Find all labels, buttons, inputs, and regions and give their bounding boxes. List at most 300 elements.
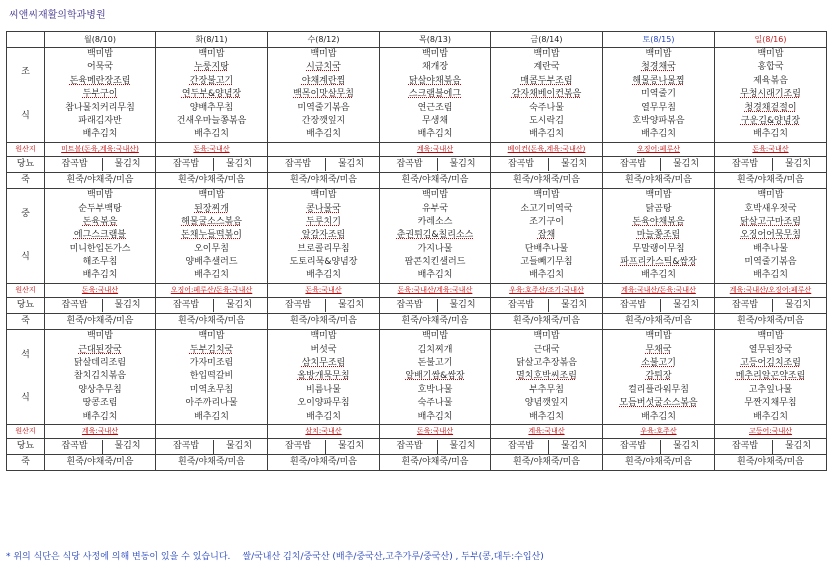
menu-item: 숙주나물 [529,102,564,113]
diabetic-cell [380,298,491,314]
menu-item: 양배추샐러드 [185,257,238,268]
menu-item: 열무무침 [641,102,676,113]
menu-item: 미역초무침 [189,384,234,395]
diabetic-cell [45,157,156,173]
menu-cell [380,330,491,425]
diabetic-rice: 잡곡밥 [48,440,103,453]
porridge-cell: 흰죽/야채죽/미음 [45,314,156,330]
menu-item: 카레소스 [417,216,453,227]
origin-cell: 돈육:국내산 [45,283,156,297]
menu-item: 오이무침 [194,243,229,254]
diabetic-cell [380,157,491,173]
day-header: 수(8/12) [268,32,380,48]
menu-item: 배추김치 [753,411,788,422]
day-header: 화(8/11) [156,32,268,48]
menu-item: 두부구이 [82,89,118,100]
origin-cell: 삼치:국내산 [268,425,380,439]
menu-item: 알배기쌈&쌈장 [405,371,465,382]
breakfast-row [7,48,827,143]
diabetic-cell [268,298,380,314]
origin-cell: 돈육:국내산 [268,283,380,297]
menu-item: 배추김치 [194,411,229,422]
menu-item: 백미밥 [310,49,337,59]
porridge-cell: 흰죽/야채죽/미음 [715,173,827,189]
menu-item: 참나물치커리무침 [65,102,135,113]
diabetic-cell [603,157,715,173]
porridge-cell: 흰죽/야채죽/미음 [715,314,827,330]
menu-item: 소불고기 [641,358,676,369]
diabetic-rice: 잡곡밥 [718,299,773,312]
diabetic-kimchi: 물김치 [337,441,365,452]
diabetic-rice: 잡곡밥 [48,158,103,171]
menu-item: 에그스크램블 [73,230,127,241]
menu-item: 청경채겉절이 [744,102,797,113]
menu-item: 돈육야채볶음 [632,216,685,227]
menu-item: 도시락김 [529,115,564,126]
menu-item: 파래김자반 [78,115,122,126]
diabetic-kimchi: 물김치 [225,158,253,169]
menu-item: 참치김치볶음 [73,371,127,382]
diabetic-kimchi: 물김치 [784,441,812,452]
menu-item: 양념깻잎지 [524,398,569,409]
meal-label-char: 식 [21,110,30,121]
porridge-cell: 흰죽/야채죽/미음 [715,455,827,471]
menu-item: 배추김치 [194,270,229,281]
diabetic-cell [156,439,268,455]
footnote [6,549,544,562]
porridge-cell: 흰죽/야채죽/미음 [603,314,715,330]
origin-cell [156,425,268,439]
menu-item: 백미밥 [310,190,337,201]
menu-item: 시금치국 [306,62,341,73]
menu-item: 감자채베이컨볶음 [511,89,582,100]
menu-item: 백미밥 [645,331,672,342]
menu-item: 닭살야채볶음 [408,75,462,86]
menu-item: 두루치기 [306,216,341,227]
diabetic-kimchi: 물김치 [784,300,812,311]
menu-cell [45,330,156,425]
menu-item: 콩나물국 [306,203,341,214]
menu-item: 백미밥 [86,331,114,342]
menu-item: 파프리카스틱&쌈장 [620,257,697,268]
menu-item: 오징어어묵무침 [740,230,801,241]
menu-cell [715,189,827,284]
porridge-cell: 흰죽/야채죽/미음 [268,455,380,471]
menu-item: 팝콘치킨샐러드 [404,257,466,268]
meal-label-char: 조 [21,67,30,78]
origin-label: 원산지 [7,283,45,297]
diabetic-rice: 잡곡밥 [48,299,103,312]
day-header: 토(8/15) [603,32,715,48]
menu-item: 돈육메란장조림 [69,75,131,86]
menu-cell [156,48,268,143]
menu-item: 백미밥 [533,331,560,342]
menu-item: 가자미조림 [189,358,234,369]
diabetic-rice: 잡곡밥 [271,158,326,171]
diabetic-kimchi: 물김치 [449,300,476,311]
menu-item: 컬리플라워무침 [628,384,689,395]
porridge-cell: 흰죽/야채죽/미음 [380,314,491,330]
menu-item: 호박나물 [417,384,453,395]
menu-item: 알감자조림 [301,230,346,241]
menu-item: 무짠지채무침 [744,398,797,409]
menu-cell [268,189,380,284]
menu-cell [380,48,491,143]
menu-cell [491,48,603,143]
porridge-cell: 흰죽/야채죽/미음 [380,455,491,471]
menu-cell [268,330,380,425]
diabetic-cell [603,298,715,314]
porridge-cell: 흰죽/야채죽/미음 [268,173,380,189]
menu-item: 백미밥 [421,331,449,342]
menu-item: 미니한입돈가스 [69,243,131,254]
porridge-cell: 흰죽/야채죽/미음 [156,314,268,330]
day-header: 목(8/13) [380,32,491,48]
porridge-cell: 흰죽/야채죽/미음 [45,455,156,471]
menu-cell [45,189,156,284]
menu-cell [715,48,827,143]
menu-item: 백미밥 [757,49,784,59]
menu-cell [380,189,491,284]
footnote-origin: 쌀/국내산 김치/중국산 (배추/중국산,고추가루/중국산) , 두부(콩,대두:수입산) [242,552,544,562]
menu-item: 한입떡갈비 [189,371,234,382]
diabetic-label: 당뇨 [7,439,45,455]
day-header-row [7,32,827,48]
menu-item: 미역줄기볶음 [297,102,350,113]
diabetic-cell [45,298,156,314]
menu-item: 두부김치국 [189,344,234,355]
origin-cell: 계육:국내산 [45,425,156,439]
diabetic-rice: 잡곡밥 [159,299,214,312]
diabetic-cell [491,157,603,173]
lunch-label [7,189,45,284]
origin-cell: 베이컨(돈육,계육:국내산) [491,142,603,156]
diabetic-kimchi: 물김치 [225,300,253,311]
menu-item: 감튀장 [645,371,672,382]
menu-cell [45,48,156,143]
menu-cell [268,48,380,143]
diabetic-cell [45,439,156,455]
menu-item: 된장찌개 [194,203,229,214]
menu-item: 백미밥 [757,190,784,201]
lunch-porridge-row [7,314,827,330]
diabetic-rice: 잡곡밥 [718,158,773,171]
diabetic-kimchi: 물김치 [449,158,476,169]
menu-item: 미역줄기 [641,89,676,100]
dinner-origin-row [7,425,827,439]
menu-item: 배추김치 [529,129,564,140]
menu-item: 땅콩조림 [82,398,118,409]
origin-cell: 우육:호주산/조기:국내산 [491,283,603,297]
menu-item: 해물콩나물찜 [632,75,685,86]
menu-item: 배추김치 [82,270,118,281]
weekly-menu-table [6,31,827,471]
diabetic-rice: 잡곡밥 [718,440,773,453]
menu-item: 배추김치 [306,129,341,140]
meal-label-char: 식 [21,252,30,262]
menu-item: 오이양파무침 [297,398,350,409]
menu-cell [603,330,715,425]
menu-cell [603,48,715,143]
menu-item: 백미밥 [645,49,672,59]
porridge-label: 죽 [7,455,45,471]
menu-item: 호박새우젓국 [744,203,797,214]
origin-cell: 우육:호주산 [603,425,715,439]
menu-item: 양상추무침 [78,384,122,395]
menu-item: 숙주나물 [417,398,453,409]
menu-item: 구운김&양념장 [740,115,801,126]
menu-item: 무말랭이무침 [632,243,685,254]
menu-cell [603,189,715,284]
diabetic-cell [715,439,827,455]
diabetic-rice: 잡곡밥 [383,158,438,171]
diabetic-cell [491,298,603,314]
menu-item: 백미밥 [533,190,560,201]
origin-cell: 계육:국내산/돈육:국내산 [603,283,715,297]
menu-item: 닭살고구마조림 [740,216,801,227]
menu-item: 백미밥 [86,190,114,201]
diabetic-rice: 잡곡밥 [494,440,549,453]
menu-item: 돈채누들떡볶이 [181,230,242,241]
menu-item: 백목이맛살무침 [293,89,354,100]
menu-item: 백미밥 [198,190,225,201]
breakfast-origin-row [7,142,827,156]
porridge-cell: 흰죽/야채죽/미음 [156,455,268,471]
menu-item: 배추김치 [753,129,788,140]
label-spacer [7,362,44,392]
menu-item: 올방개묵무침 [297,371,350,382]
origin-cell: 미트볼(돈육,계육:국내산) [45,142,156,156]
porridge-cell: 흰죽/야채죽/미음 [268,314,380,330]
menu-item: 해조무침 [82,257,118,268]
label-spacer [7,80,44,110]
menu-item: 배추김치 [306,270,341,281]
menu-cell [715,330,827,425]
diabetic-rice: 잡곡밥 [383,440,438,453]
diabetic-kimchi: 물김치 [560,441,588,452]
menu-item: 순두부백탕 [78,203,122,214]
diabetic-rice: 잡곡밥 [606,440,661,453]
day-header: 월(8/10) [45,32,156,48]
diabetic-cell [380,439,491,455]
menu-item: 돈육볶음 [82,216,118,227]
origin-label: 원산지 [7,425,45,439]
origin-cell: 계육:국내산 [491,425,603,439]
menu-item: 아주까리나물 [185,398,238,409]
menu-item: 근대국 [533,344,560,355]
menu-item: 김치찌개 [417,344,453,355]
porridge-cell: 흰죽/야채죽/미음 [156,173,268,189]
porridge-cell: 흰죽/야채죽/미음 [491,455,603,471]
diabetic-kimchi: 물김치 [449,441,476,452]
menu-item: 배추김치 [753,270,788,281]
menu-item: 해물굴소스볶음 [181,216,242,227]
day-header: 금(8/14) [491,32,603,48]
menu-item: 배추김치 [194,129,229,140]
diabetic-kimchi: 물김치 [672,441,700,452]
menu-item: 도토리묵&양념장 [289,257,358,268]
menu-item: 부추무침 [529,384,564,395]
menu-item: 멸치호박씨조림 [516,371,577,382]
origin-cell: 돈육:국내산/계육:국내산 [380,283,491,297]
menu-item: 배추김치 [529,411,564,422]
dinner-porridge-row [7,455,827,471]
diabetic-kimchi: 물김치 [114,300,141,311]
menu-item: 돈불고기 [417,358,453,369]
diabetic-kimchi: 물김치 [672,300,700,311]
menu-item: 제육볶음 [753,75,788,86]
diabetic-cell [268,157,380,173]
menu-item: 야채계란찜 [301,75,346,86]
menu-item: 무채국 [645,344,672,355]
menu-item: 양배추무침 [189,102,234,113]
porridge-cell: 흰죽/야채죽/미음 [603,455,715,471]
meal-label-char: 중 [21,208,30,219]
dinner-diabetic-row [7,439,827,455]
menu-item: 잡채 [537,230,556,241]
hospital-title: 씨앤씨재활의학과병원 [9,10,106,21]
menu-item: 근대된장국 [78,344,122,355]
origin-label: 원산지 [7,142,45,156]
porridge-label: 죽 [7,314,45,330]
corner-cell [7,32,45,48]
menu-item: 간장불고기 [189,75,234,86]
diabetic-cell [268,439,380,455]
menu-item: 버섯국 [310,344,337,355]
origin-cell: 고등어:국내산 [715,425,827,439]
dinner-row [7,330,827,425]
menu-item: 닭살데리조림 [73,358,127,369]
menu-cell [491,189,603,284]
diabetic-rice: 잡곡밥 [159,440,214,453]
menu-item: 홍합국 [757,62,784,73]
menu-item: 백미밥 [757,331,784,342]
porridge-cell: 흰죽/야채죽/미음 [491,173,603,189]
menu-item: 배추김치 [306,411,341,422]
menu-item: 메추리알곤약조림 [735,371,806,382]
menu-item: 배추김치 [417,129,453,140]
breakfast-porridge-row [7,173,827,189]
menu-item: 고들빼기무침 [520,257,573,268]
diabetic-rice: 잡곡밥 [159,158,214,171]
day-header: 일(8/16) [715,32,827,48]
diabetic-cell [715,157,827,173]
menu-item: 계란국 [533,62,560,73]
menu-item: 스크램블에그 [408,89,462,100]
menu-item: 배추김치 [82,129,118,140]
diabetic-rice: 잡곡밥 [606,158,661,171]
diabetic-kimchi: 물김치 [114,441,141,452]
menu-item: 연두부&양념장 [181,89,242,100]
menu-item: 백미밥 [421,49,449,59]
menu-item: 배추김치 [641,411,676,422]
diabetic-label: 당뇨 [7,157,45,173]
menu-cell [156,189,268,284]
menu-item: 배추나물 [753,243,788,254]
porridge-label: 죽 [7,173,45,189]
origin-cell: 오징어:페루산 [603,142,715,156]
menu-item: 백미밥 [645,190,672,201]
menu-item: 단배추나물 [524,243,569,254]
menu-item: 매콤두부조림 [520,75,573,86]
diabetic-rice: 잡곡밥 [383,299,438,312]
diabetic-kimchi: 물김치 [672,158,700,169]
menu-item: 백미밥 [86,49,114,59]
menu-item: 무생채 [421,115,449,126]
menu-item: 백미밥 [421,190,449,201]
menu-cell [491,330,603,425]
menu-item: 마늘쫑조림 [636,230,681,241]
origin-cell: 오징어:페루산/돈육:국내산 [156,283,268,297]
diabetic-cell [603,439,715,455]
menu-item: 배추김치 [417,270,453,281]
breakfast-label [7,48,45,143]
breakfast-diabetic-row [7,157,827,173]
dinner-label [7,330,45,425]
menu-item: 소고기미역국 [520,203,573,214]
diabetic-cell [156,157,268,173]
menu-item: 백미밥 [198,331,225,342]
menu-item: 배추김치 [641,129,676,140]
menu-item: 무청시래기조림 [740,89,801,100]
porridge-cell: 흰죽/야채죽/미음 [45,173,156,189]
menu-item: 고추잎나물 [748,384,793,395]
diabetic-label: 당뇨 [7,298,45,314]
menu-item: 어묵국 [86,62,114,73]
menu-item: 청경채국 [641,62,676,73]
menu-item: 백미밥 [310,331,337,342]
menu-item: 배추김치 [82,411,118,422]
menu-item: 비름나물 [306,384,341,395]
menu-item: 유부국 [421,203,449,214]
diabetic-cell [491,439,603,455]
footnote-text: * 위의 식단은 식당 사정에 의해 변동이 있을 수 있습니다. [6,552,231,562]
menu-item: 열무된장국 [748,344,793,355]
menu-item: 누룽지탕 [194,62,229,73]
diabetic-rice: 잡곡밥 [271,299,326,312]
menu-item: 배추김치 [529,270,564,281]
diabetic-kimchi: 물김치 [114,158,141,169]
lunch-row [7,189,827,284]
diabetic-kimchi: 물김치 [337,158,365,169]
menu-item: 닭살고추장볶음 [516,358,577,369]
menu-item: 간장깻잎지 [301,115,346,126]
origin-cell [268,142,380,156]
porridge-cell: 흰죽/야채죽/미음 [491,314,603,330]
porridge-cell: 흰죽/야채죽/미음 [603,173,715,189]
menu-item: 닭곰탕 [645,203,672,214]
menu-item: 호박양파볶음 [632,115,685,126]
diabetic-kimchi: 물김치 [225,441,253,452]
diabetic-cell [715,298,827,314]
menu-item: 연근조림 [417,102,453,113]
diabetic-kimchi: 물김치 [337,300,365,311]
menu-item: 건새우마늘쫑볶음 [176,115,247,126]
menu-item: 모듬버섯굴소스볶음 [619,398,698,409]
menu-item: 미역줄기볶음 [744,257,797,268]
menu-item: 백미밥 [533,49,560,59]
menu-item: 백미밥 [198,49,225,59]
menu-item: 고등어김치조림 [740,358,801,369]
diabetic-rice: 잡곡밥 [494,158,549,171]
diabetic-cell [156,298,268,314]
origin-cell: 계육:국내산 [380,142,491,156]
menu-item: 채개장 [421,62,449,73]
menu-item: 조기구이 [529,216,564,227]
diabetic-kimchi: 물김치 [560,158,588,169]
origin-cell: 계육:국내산/오징어:페루산 [715,283,827,297]
menu-item: 배추김치 [641,270,676,281]
